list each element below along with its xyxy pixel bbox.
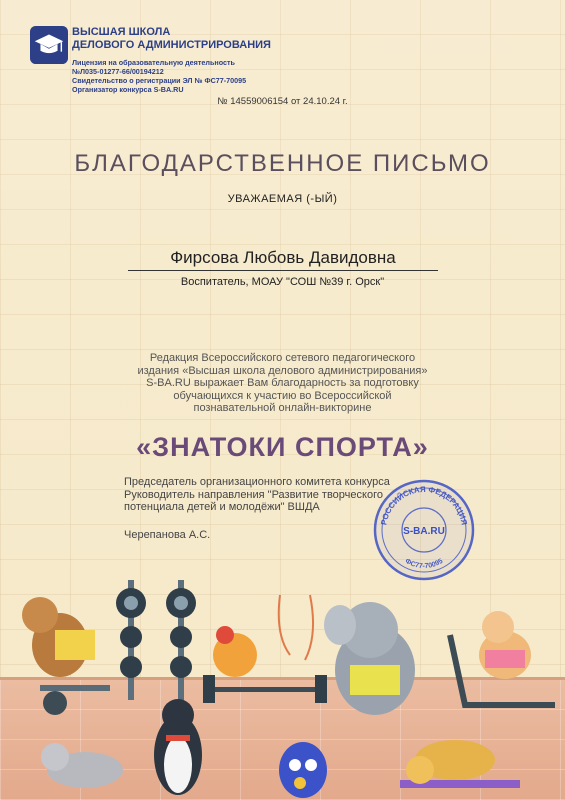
official-stamp	[372, 478, 476, 582]
organization-details	[72, 58, 246, 94]
registration-certificate: Свидетельство о регистрации ЭЛ № ФС77-70095	[72, 76, 247, 85]
document-number: № 14559006154 от 24.10.24 г.	[217, 96, 348, 107]
org-name-line1: ВЫСШАЯ ШКОЛА	[72, 26, 171, 38]
document-title: БЛАГОДАРСТВЕННОЕ ПИСЬМО	[74, 150, 491, 177]
jump-rope-icon	[279, 595, 313, 660]
blue-monster-icon	[279, 742, 327, 798]
rooster-barbell-icon	[203, 626, 327, 703]
body-line: обучающихся к участию во Всероссийской	[173, 389, 392, 402]
signer-name: Черепанова А.С.	[124, 529, 211, 541]
sign-line: потенциала детей и молодёжи" ВШДА	[124, 501, 320, 513]
elephant-icon	[324, 602, 415, 715]
barbell-rack-icon	[116, 580, 196, 700]
recipient-name: Фирсова Любовь Давидовна	[128, 248, 438, 271]
recipient-position: Воспитатель, МОАУ "СОШ №39 г. Орск"	[180, 276, 385, 288]
contest-organizer: Организатор конкурса S-BA.RU	[72, 85, 184, 94]
rabbit-icon	[41, 743, 123, 788]
license-line2: №Л035-01277-66/00194212	[72, 67, 164, 76]
graduation-cap-logo-icon	[30, 26, 68, 64]
stamp-bottom-text: ФС77-70095	[403, 557, 445, 571]
yoga-dog-icon	[400, 740, 520, 788]
penguin-icon	[154, 699, 202, 795]
stamp-top-text: РОССИЙСКАЯ ФЕДЕРАЦИЯ	[379, 484, 469, 526]
bear-on-bike-icon	[22, 597, 110, 715]
gratitude-text	[110, 352, 455, 415]
body-line: издания «Высшая школа делового администрирования»	[137, 364, 428, 377]
sign-line: Председатель организационного комитета конкурса	[124, 476, 390, 488]
organization-name	[72, 26, 271, 52]
contest-name: «ЗНАТОКИ СПОРТА»	[136, 432, 429, 462]
org-name-line2: ДЕЛОВОГО АДМИНИСТРИРОВАНИЯ	[72, 39, 271, 51]
body-line: Редакция Всероссийского сетевого педагогического	[149, 352, 416, 364]
license-line1: Лицензия на образовательную деятельность	[72, 58, 235, 67]
salutation: УВАЖАЕМАЯ (-ЫЙ)	[227, 193, 338, 205]
gym-animals-illustration	[0, 575, 565, 800]
sign-line: Руководитель направления "Развитие творческого	[124, 488, 383, 501]
stamp-center-text: S-BA.RU	[403, 526, 445, 537]
body-line: S-BA.RU выражает Вам благодарность за подготовку	[146, 377, 419, 389]
treadmill-hamster-icon	[450, 611, 555, 705]
body-line: познавательной онлайн-викторине	[193, 402, 372, 414]
